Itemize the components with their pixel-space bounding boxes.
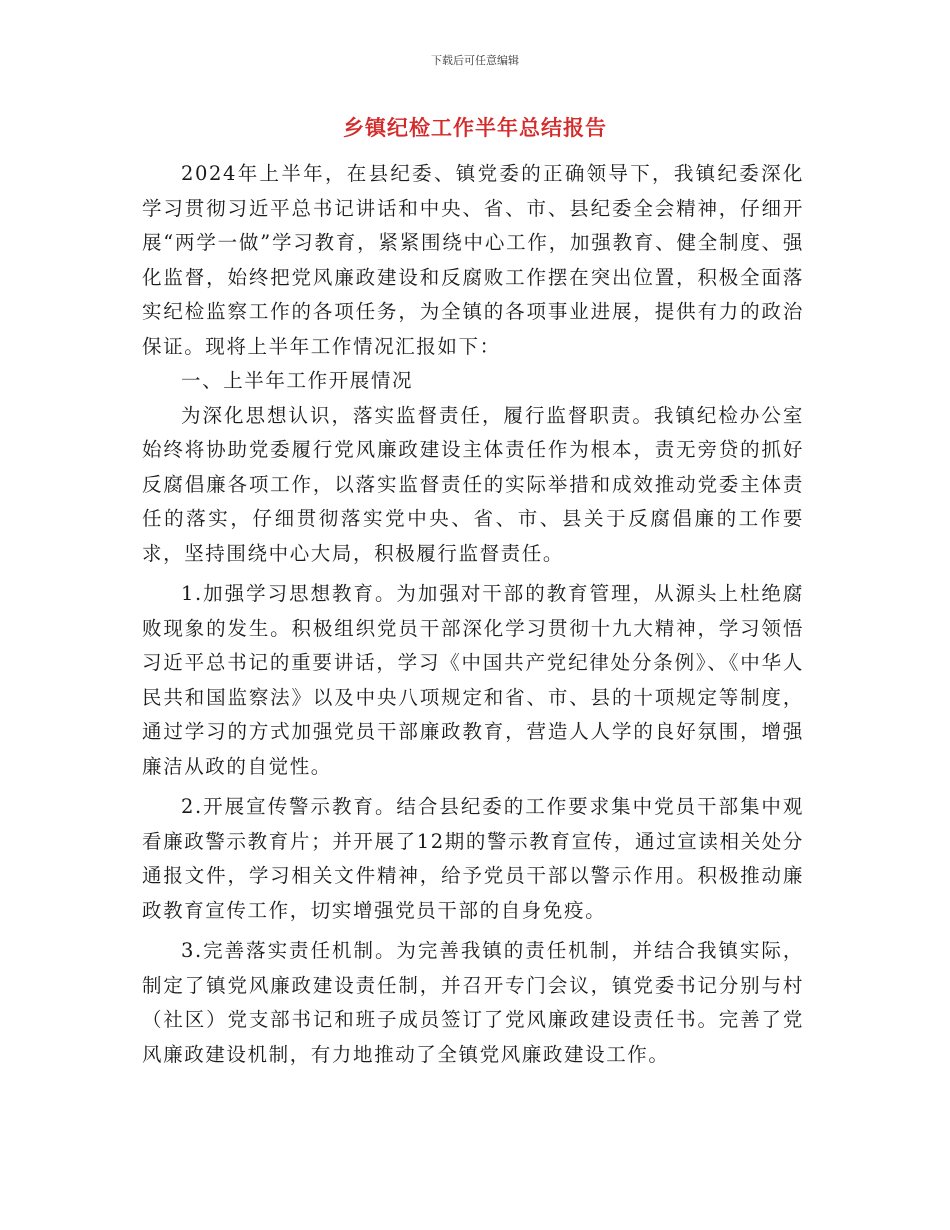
document-body (142, 157, 804, 1072)
list-item-3: 3.完善落实责任机制。为完善我镇的责任机制，并结合我镇实际，制定了镇党风廉政建设责任制，并召开专门会议，镇党委书记分别与村（社区）党支部书记和班子成员签订了党风廉政建设责任书。完善了党风廉政建设机制，有力地推动了全镇党风廉政建设工作。 (142, 939, 804, 1066)
document-title: 乡镇纪检工作半年总结报告 (343, 116, 607, 140)
list-item-1: 1.加强学习思想教育。为加强对干部的教育管理，从源头上杜绝腐败现象的发生。积极组织党员干部深化学习贯彻十九大精神，学习领悟习近平总书记的重要讲话，学习《中国共产党纪律处分条例》、《中华人民共和国监察法》以及中央八项规定和省、市、县的十项规定等制度，通过学习的方式加强党员干部廉政教育，营造人人学的良好氛围，增强廉洁从政的自觉性。 (142, 582, 804, 778)
intro-paragraph: 2024年上半年，在县纪委、镇党委的正确领导下，我镇纪委深化学习贯彻习近平总书记讲话和中央、省、市、县纪委全会精神，仔细开展“两学一做”学习教育，紧紧围绕中心工作，加强教育、健全制度、强化监督，始终把党风廉政建设和反腐败工作摆在突出位置，积极全面落实纪检监察工作的各项任务，为全镇的各项事业进展，提供有力的政治保证。现将上半年工作情况汇报如下： (142, 162, 804, 358)
body-paragraph: 为深化思想认识，落实监督责任，履行监督职责。我镇纪检办公室始终将协助党委履行党风廉政建设主体责任作为根本，责无旁贷的抓好反腐倡廉各项工作，以落实监督责任的实际举措和成效推动党委主体责任的落实，仔细贯彻落实党中央、省、市、县关于反腐倡廉的工作要求，坚持围绕中心大局，积极履行监督责任。 (142, 403, 804, 565)
list-item-2: 2.开展宣传警示教育。结合县纪委的工作要求集中党员干部集中观看廉政警示教育片；并开展了12期的警示教育宣传，通过宣读相关处分通报文件，学习相关文件精神，给予党员干部以警示作用。积极推动廉政教育宣传工作，切实增强党员干部的自身免疫。 (142, 795, 804, 922)
section-heading: 一、上半年工作开展情况 (181, 369, 414, 392)
header-note: 下载后可任意编辑 (431, 54, 519, 67)
